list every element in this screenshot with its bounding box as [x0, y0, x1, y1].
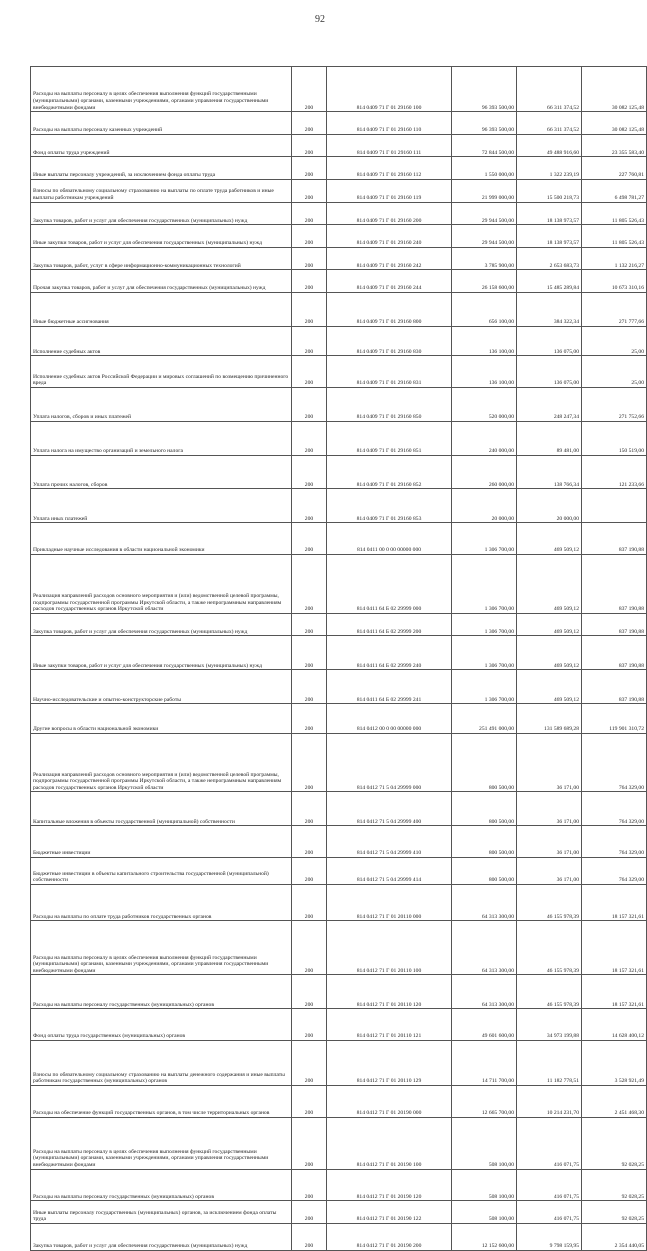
cell-executed-amount: 469 509,12 [517, 613, 582, 636]
cell-name: Уплата прочих налогов, сборов [31, 455, 292, 489]
table-row [31, 421, 647, 455]
cell-unexecuted-amount [582, 489, 647, 523]
cell-unexecuted-amount: 25,00 [582, 326, 647, 355]
cell-unexecuted-amount: 837 190,88 [582, 523, 647, 555]
cell-unexecuted-amount: 18 157 321,61 [582, 975, 647, 1009]
cell-budget-classification: 814 0411 64 Б 02 29999 000 [327, 554, 452, 613]
cell-executed-amount: 131 589 689,28 [517, 704, 582, 733]
cell-line-code: 200 [292, 975, 327, 1009]
cell-line-code: 200 [292, 356, 327, 388]
cell-line-code: 200 [292, 179, 327, 202]
cell-line-code: 200 [292, 554, 327, 613]
cell-budget-classification: 814 0412 71 5 04 29999 414 [327, 857, 452, 884]
cell-approved-amount: 64 313 300,00 [452, 921, 517, 975]
cell-approved-amount: 64 313 300,00 [452, 975, 517, 1009]
cell-budget-classification: 814 0411 64 Б 02 29999 240 [327, 636, 452, 670]
cell-executed-amount: 416 071,75 [517, 1169, 582, 1201]
cell-executed-amount: 36 171,00 [517, 733, 582, 792]
cell-budget-classification: 814 0409 71 Г 01 29160 244 [327, 270, 452, 293]
cell-executed-amount: 416 071,75 [517, 1117, 582, 1169]
cell-budget-classification: 814 0409 71 Г 01 29160 110 [327, 112, 452, 135]
table-row [31, 670, 647, 704]
cell-budget-classification: 814 0409 71 Г 01 29160 800 [327, 292, 452, 326]
cell-executed-amount: 15 485 289,84 [517, 270, 582, 293]
cell-approved-amount: 656 100,00 [452, 292, 517, 326]
cell-budget-classification: 814 0409 71 Г 01 29160 242 [327, 247, 452, 270]
cell-approved-amount: 1 306 700,00 [452, 636, 517, 670]
cell-line-code: 200 [292, 112, 327, 135]
cell-approved-amount: 26 158 600,00 [452, 270, 517, 293]
table-row [31, 270, 647, 293]
cell-approved-amount: 251 491 000,00 [452, 704, 517, 733]
cell-approved-amount: 20 000,00 [452, 489, 517, 523]
cell-budget-classification: 814 0409 71 Г 01 29160 853 [327, 489, 452, 523]
table-row [31, 134, 647, 157]
cell-name: Реализация направлений расходов основного мероприятия и (или) ведомственной целевой программы, подпрограммы государственной программы Иркутской области, а также непрограммным направлениям расходов государственных органов Иркутской области [31, 554, 292, 613]
table-row [31, 554, 647, 613]
cell-budget-classification: 814 0412 71 Г 01 20190 100 [327, 1117, 452, 1169]
cell-unexecuted-amount: 2 451 468,30 [582, 1085, 647, 1117]
cell-executed-amount: 89 481,00 [517, 421, 582, 455]
table-row [31, 202, 647, 225]
cell-unexecuted-amount: 30 082 125,48 [582, 67, 647, 112]
cell-line-code: 200 [292, 1040, 327, 1085]
cell-budget-classification: 814 0412 71 Г 01 20190 122 [327, 1201, 452, 1224]
cell-executed-amount: 384 322,34 [517, 292, 582, 326]
cell-unexecuted-amount: 92 028,25 [582, 1201, 647, 1224]
cell-budget-classification: 814 0412 71 5 04 29999 400 [327, 792, 452, 826]
cell-line-code: 200 [292, 704, 327, 733]
page-number: 92 [315, 14, 325, 25]
cell-budget-classification: 814 0412 71 Г 01 20190 000 [327, 1085, 452, 1117]
cell-name: Закупка товаров, работ и услуг для обеспечения государственных (муниципальных) нужд [31, 1223, 292, 1250]
table-row [31, 1201, 647, 1224]
cell-budget-classification: 814 0409 71 Г 01 29160 830 [327, 326, 452, 355]
cell-budget-classification: 814 0409 71 Г 01 29160 119 [327, 179, 452, 202]
cell-budget-classification: 814 0409 71 Г 01 29160 850 [327, 387, 452, 421]
cell-executed-amount: 136 075,00 [517, 326, 582, 355]
table-row [31, 792, 647, 826]
cell-line-code: 200 [292, 157, 327, 180]
table-row [31, 523, 647, 555]
budget-execution-table [30, 66, 647, 1251]
cell-line-code: 200 [292, 1085, 327, 1117]
cell-name: Бюджетные инвестиции в объекты капитального строительства государственной (муниципальной) собственности [31, 857, 292, 884]
cell-approved-amount: 520 000,00 [452, 387, 517, 421]
cell-unexecuted-amount: 119 901 310,72 [582, 704, 647, 733]
cell-budget-classification: 814 0409 71 Г 01 29160 112 [327, 157, 452, 180]
cell-line-code: 200 [292, 247, 327, 270]
cell-unexecuted-amount: 23 355 583,40 [582, 134, 647, 157]
cell-name: Расходы на выплаты персоналу государственных (муниципальных) органов [31, 975, 292, 1009]
cell-line-code: 200 [292, 826, 327, 858]
cell-approved-amount: 800 500,00 [452, 733, 517, 792]
table-row [31, 921, 647, 975]
cell-executed-amount: 20 000,00 [517, 489, 582, 523]
cell-budget-classification: 814 0409 71 Г 01 29160 852 [327, 455, 452, 489]
cell-unexecuted-amount: 25,00 [582, 356, 647, 388]
cell-budget-classification: 814 0409 71 Г 01 29160 111 [327, 134, 452, 157]
cell-name: Фонд оплаты труда учреждений [31, 134, 292, 157]
cell-approved-amount: 29 944 500,00 [452, 202, 517, 225]
table-row [31, 387, 647, 421]
cell-budget-classification: 814 0412 71 Г 01 20190 120 [327, 1169, 452, 1201]
cell-approved-amount: 136 100,00 [452, 356, 517, 388]
cell-name: Расходы на выплаты персоналу в целях обеспечения выполнения функций государственными (муниципальными) органами, казенными учреждениями, органами управления государственными внебюджетными фондами [31, 67, 292, 112]
table-row [31, 1117, 647, 1169]
cell-line-code: 200 [292, 1117, 327, 1169]
cell-name: Прикладные научные исследования в области национальной экономики [31, 523, 292, 555]
cell-name: Иные закупки товаров, работ и услуг для обеспечения государственных (муниципальных) нужд [31, 225, 292, 248]
cell-executed-amount: 10 214 231,70 [517, 1085, 582, 1117]
cell-executed-amount: 34 973 199,88 [517, 1009, 582, 1041]
cell-line-code: 200 [292, 292, 327, 326]
cell-line-code: 200 [292, 134, 327, 157]
table-row [31, 733, 647, 792]
cell-line-code: 200 [292, 523, 327, 555]
cell-name: Расходы на выплаты персоналу государственных (муниципальных) органов [31, 1169, 292, 1201]
cell-name: Уплата налогов, сборов и иных платежей [31, 387, 292, 421]
cell-approved-amount: 1 306 700,00 [452, 554, 517, 613]
cell-line-code: 200 [292, 1009, 327, 1041]
cell-approved-amount: 800 500,00 [452, 857, 517, 884]
cell-unexecuted-amount: 150 519,00 [582, 421, 647, 455]
cell-line-code: 200 [292, 921, 327, 975]
cell-executed-amount: 11 182 778,51 [517, 1040, 582, 1085]
cell-approved-amount: 12 665 700,00 [452, 1085, 517, 1117]
cell-budget-classification: 814 0411 64 Б 02 29999 200 [327, 613, 452, 636]
cell-executed-amount: 46 155 978,39 [517, 884, 582, 920]
cell-approved-amount: 508 100,00 [452, 1117, 517, 1169]
cell-budget-classification: 814 0412 71 5 04 29999 410 [327, 826, 452, 858]
cell-unexecuted-amount: 3 528 921,49 [582, 1040, 647, 1085]
cell-unexecuted-amount: 837 190,88 [582, 636, 647, 670]
cell-unexecuted-amount: 10 673 310,16 [582, 270, 647, 293]
cell-unexecuted-amount: 764 329,00 [582, 792, 647, 826]
cell-executed-amount: 9 798 159,95 [517, 1223, 582, 1250]
cell-line-code: 200 [292, 202, 327, 225]
cell-approved-amount: 1 550 000,00 [452, 157, 517, 180]
cell-budget-classification: 814 0409 71 Г 01 29160 851 [327, 421, 452, 455]
cell-name: Расходы на выплаты персоналу казенных учреждений [31, 112, 292, 135]
table-body [31, 67, 647, 1251]
cell-approved-amount: 508 100,00 [452, 1169, 517, 1201]
cell-executed-amount: 138 766,34 [517, 455, 582, 489]
cell-budget-classification: 814 0411 00 0 00 00000 000 [327, 523, 452, 555]
cell-approved-amount: 1 306 700,00 [452, 613, 517, 636]
cell-name: Закупка товаров, работ и услуг для обеспечения государственных (муниципальных) нужд [31, 613, 292, 636]
cell-approved-amount: 12 152 600,00 [452, 1223, 517, 1250]
cell-budget-classification: 814 0412 71 Г 01 20110 000 [327, 884, 452, 920]
table-row [31, 1085, 647, 1117]
cell-executed-amount: 416 071,75 [517, 1201, 582, 1224]
table-row [31, 225, 647, 248]
cell-name: Иные выплаты персоналу государственных (муниципальных) органов, за исключением фонда оплаты труда [31, 1201, 292, 1224]
cell-approved-amount: 64 313 300,00 [452, 884, 517, 920]
cell-executed-amount: 46 155 978,39 [517, 975, 582, 1009]
cell-name: Иные закупки товаров, работ и услуг для обеспечения государственных (муниципальных) нужд [31, 636, 292, 670]
cell-line-code: 200 [292, 884, 327, 920]
table-row [31, 157, 647, 180]
cell-unexecuted-amount: 11 805 526,43 [582, 225, 647, 248]
cell-unexecuted-amount: 92 028,25 [582, 1169, 647, 1201]
cell-approved-amount: 3 785 900,00 [452, 247, 517, 270]
table-row [31, 636, 647, 670]
cell-name: Уплата налога на имущество организаций и земельного налога [31, 421, 292, 455]
cell-budget-classification: 814 0409 71 Г 01 29160 100 [327, 67, 452, 112]
cell-budget-classification: 814 0412 71 5 04 29999 000 [327, 733, 452, 792]
cell-executed-amount: 36 171,00 [517, 857, 582, 884]
cell-approved-amount: 96 393 500,00 [452, 112, 517, 135]
cell-budget-classification: 814 0412 71 Г 01 20110 129 [327, 1040, 452, 1085]
cell-budget-classification: 814 0412 71 Г 01 20190 200 [327, 1223, 452, 1250]
table-row [31, 292, 647, 326]
cell-budget-classification: 814 0409 71 Г 01 29160 831 [327, 356, 452, 388]
table-row [31, 455, 647, 489]
table-row [31, 884, 647, 920]
table-row [31, 1169, 647, 1201]
table-row [31, 704, 647, 733]
cell-line-code: 200 [292, 67, 327, 112]
cell-executed-amount: 66 311 374,52 [517, 112, 582, 135]
cell-budget-classification: 814 0409 71 Г 01 29160 240 [327, 225, 452, 248]
table-row [31, 1040, 647, 1085]
cell-budget-classification: 814 0412 71 Г 01 20110 100 [327, 921, 452, 975]
cell-budget-classification: 814 0409 71 Г 01 29160 200 [327, 202, 452, 225]
cell-unexecuted-amount: 11 805 526,43 [582, 202, 647, 225]
cell-line-code: 200 [292, 1169, 327, 1201]
cell-line-code: 200 [292, 225, 327, 248]
table-row [31, 1009, 647, 1041]
cell-unexecuted-amount: 30 082 125,48 [582, 112, 647, 135]
cell-name: Прочая закупка товаров, работ и услуг для обеспечения государственных (муниципальных) нужд [31, 270, 292, 293]
cell-executed-amount: 136 075,00 [517, 356, 582, 388]
table-row [31, 857, 647, 884]
cell-approved-amount: 800 500,00 [452, 792, 517, 826]
cell-executed-amount: 469 509,12 [517, 636, 582, 670]
cell-line-code: 200 [292, 489, 327, 523]
cell-approved-amount: 21 999 000,00 [452, 179, 517, 202]
cell-name: Реализация направлений расходов основного мероприятия и (или) ведомственной целевой программы, подпрограммы государственной программы Иркутской области, а также непрограммным направлениям расходов государственных органов Иркутской области [31, 733, 292, 792]
table-row [31, 975, 647, 1009]
cell-unexecuted-amount: 764 329,00 [582, 826, 647, 858]
table-row [31, 112, 647, 135]
cell-unexecuted-amount: 14 628 400,12 [582, 1009, 647, 1041]
cell-approved-amount: 1 306 700,00 [452, 523, 517, 555]
cell-budget-classification: 814 0412 71 Г 01 20110 121 [327, 1009, 452, 1041]
cell-name: Закупка товаров, работ, услуг в сфере информационно-коммуникационных технологий [31, 247, 292, 270]
cell-name: Расходы на выплаты персоналу в целях обеспечения выполнения функций государственными (муниципальными) органами, казенными учреждениями, органами управления государственными внебюджетными фондами [31, 1117, 292, 1169]
cell-executed-amount: 36 171,00 [517, 826, 582, 858]
cell-approved-amount: 800 500,00 [452, 826, 517, 858]
cell-line-code: 200 [292, 270, 327, 293]
cell-executed-amount: 469 509,12 [517, 523, 582, 555]
table-row [31, 326, 647, 355]
cell-unexecuted-amount: 271 752,66 [582, 387, 647, 421]
cell-executed-amount: 469 509,12 [517, 670, 582, 704]
cell-line-code: 200 [292, 636, 327, 670]
cell-budget-classification: 814 0412 71 Г 01 20110 120 [327, 975, 452, 1009]
cell-approved-amount: 136 100,00 [452, 326, 517, 355]
cell-line-code: 200 [292, 792, 327, 826]
cell-name: Исполнение судебных актов [31, 326, 292, 355]
cell-approved-amount: 72 844 500,00 [452, 134, 517, 157]
cell-unexecuted-amount: 227 760,81 [582, 157, 647, 180]
cell-name: Иные бюджетные ассигнования [31, 292, 292, 326]
cell-unexecuted-amount: 18 157 321,61 [582, 884, 647, 920]
cell-name: Расходы на обеспечение функций государственных органов, в том числе территориальных органов [31, 1085, 292, 1117]
cell-approved-amount: 508 100,00 [452, 1201, 517, 1224]
cell-executed-amount: 66 311 374,52 [517, 67, 582, 112]
cell-name: Исполнение судебных актов Российской Федерации и мировых соглашений по возмещению причиненного вреда [31, 356, 292, 388]
cell-approved-amount: 96 393 500,00 [452, 67, 517, 112]
table-row [31, 67, 647, 112]
cell-executed-amount: 18 138 973,57 [517, 225, 582, 248]
cell-unexecuted-amount: 18 157 321,61 [582, 921, 647, 975]
cell-executed-amount: 36 171,00 [517, 792, 582, 826]
cell-unexecuted-amount: 764 329,00 [582, 733, 647, 792]
cell-unexecuted-amount: 6 498 781,27 [582, 179, 647, 202]
cell-executed-amount: 46 155 978,39 [517, 921, 582, 975]
cell-budget-classification: 814 0411 64 Б 02 29999 241 [327, 670, 452, 704]
cell-unexecuted-amount: 837 190,88 [582, 613, 647, 636]
cell-line-code: 200 [292, 670, 327, 704]
cell-unexecuted-amount: 271 777,66 [582, 292, 647, 326]
cell-executed-amount: 469 509,12 [517, 554, 582, 613]
cell-unexecuted-amount: 837 190,88 [582, 554, 647, 613]
cell-approved-amount: 29 944 500,00 [452, 225, 517, 248]
table-row [31, 356, 647, 388]
cell-approved-amount: 260 000,00 [452, 455, 517, 489]
table-row [31, 1223, 647, 1250]
cell-unexecuted-amount: 2 354 440,05 [582, 1223, 647, 1250]
cell-name: Уплата иных платежей [31, 489, 292, 523]
cell-name: Взносы по обязательному социальному страхованию на выплаты денежного содержания и иные выплаты работникам государственных (муниципальных) органов [31, 1040, 292, 1085]
cell-executed-amount: 248 247,34 [517, 387, 582, 421]
cell-name: Бюджетные инвестиции [31, 826, 292, 858]
cell-unexecuted-amount: 121 233,66 [582, 455, 647, 489]
cell-name: Закупка товаров, работ и услуг для обеспечения государственных (муниципальных) нужд [31, 202, 292, 225]
cell-executed-amount: 18 138 973,57 [517, 202, 582, 225]
cell-unexecuted-amount: 92 028,25 [582, 1117, 647, 1169]
table-row [31, 489, 647, 523]
cell-line-code: 200 [292, 1223, 327, 1250]
cell-unexecuted-amount: 764 329,00 [582, 857, 647, 884]
cell-budget-classification: 814 0412 00 0 00 00000 000 [327, 704, 452, 733]
cell-approved-amount: 14 711 700,00 [452, 1040, 517, 1085]
cell-line-code: 200 [292, 387, 327, 421]
cell-executed-amount: 1 322 239,19 [517, 157, 582, 180]
cell-line-code: 200 [292, 733, 327, 792]
cell-line-code: 200 [292, 1201, 327, 1224]
cell-executed-amount: 2 653 683,73 [517, 247, 582, 270]
cell-unexecuted-amount: 837 190,88 [582, 670, 647, 704]
cell-approved-amount: 49 601 600,00 [452, 1009, 517, 1041]
cell-name: Иные выплаты персоналу учреждений, за исключением фонда оплаты труда [31, 157, 292, 180]
cell-line-code: 200 [292, 421, 327, 455]
cell-name: Научно-исследовательские и опытно-конструкторские работы [31, 670, 292, 704]
cell-line-code: 200 [292, 857, 327, 884]
cell-approved-amount: 1 306 700,00 [452, 670, 517, 704]
cell-approved-amount: 240 000,00 [452, 421, 517, 455]
cell-name: Расходы на выплаты персоналу в целях обеспечения выполнения функций государственными (муниципальными) органами, казенными учреждениями, органами управления государственными внебюджетными фондами [31, 921, 292, 975]
table-row [31, 613, 647, 636]
cell-executed-amount: 15 500 218,73 [517, 179, 582, 202]
cell-line-code: 200 [292, 455, 327, 489]
cell-name: Фонд оплаты труда государственных (муниципальных) органов [31, 1009, 292, 1041]
table-row [31, 247, 647, 270]
cell-line-code: 200 [292, 326, 327, 355]
table-row [31, 179, 647, 202]
cell-name: Капитальные вложения в объекты государственной (муниципальной) собственности [31, 792, 292, 826]
cell-executed-amount: 49 488 916,60 [517, 134, 582, 157]
table-row [31, 826, 647, 858]
cell-name: Расходы на выплаты по оплате труда работников государственных органов [31, 884, 292, 920]
cell-line-code: 200 [292, 613, 327, 636]
cell-name: Взносы по обязательному социальному страхованию на выплаты по оплате труда работников и иные выплаты работникам учреждений [31, 179, 292, 202]
cell-name: Другие вопросы в области национальной экономики [31, 704, 292, 733]
cell-unexecuted-amount: 1 132 216,27 [582, 247, 647, 270]
